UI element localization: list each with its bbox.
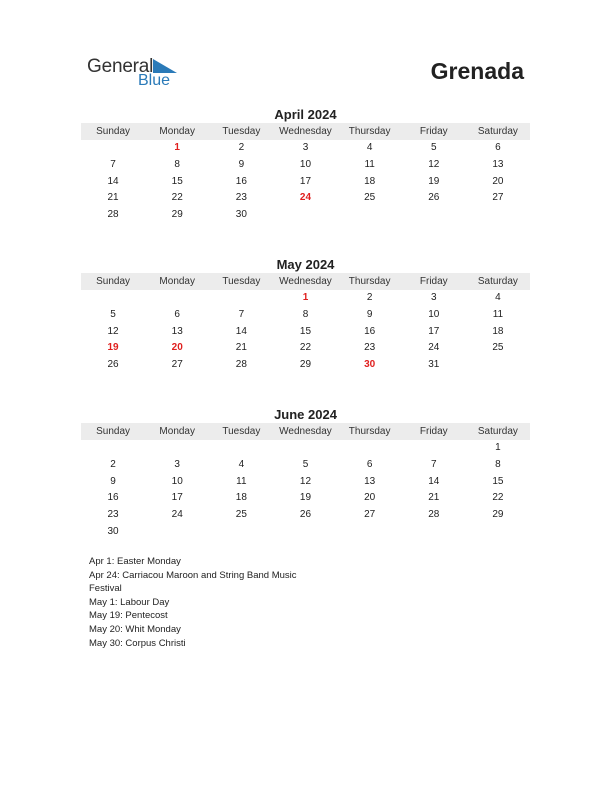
day-cell: 18 xyxy=(492,325,504,337)
weekday-label: Tuesday xyxy=(222,126,261,137)
holiday-day-cell: 1 xyxy=(174,142,180,153)
week-row xyxy=(81,307,530,324)
weekday-label: Friday xyxy=(419,426,448,437)
day-cell: 10 xyxy=(428,308,440,320)
day-cell: 11 xyxy=(492,308,504,320)
week-row xyxy=(81,507,530,524)
day-cell: 6 xyxy=(366,458,373,470)
day-cell: 17 xyxy=(299,175,312,187)
holiday-day-cell: 24 xyxy=(299,192,312,204)
day-cell xyxy=(402,524,466,541)
weekday-label: Thursday xyxy=(348,126,391,137)
holiday-item: May 30: Corpus Christi xyxy=(89,637,186,649)
month-april xyxy=(81,106,530,224)
week-row xyxy=(81,207,530,224)
day-cell: 23 xyxy=(235,192,247,204)
country-title: Grenada xyxy=(430,58,524,84)
holiday-item: May 19: Pentecost xyxy=(89,610,168,622)
month-title: May 2024 xyxy=(276,257,335,272)
day-cell: 17 xyxy=(171,492,183,504)
day-cell: 13 xyxy=(171,325,183,337)
weekday-label: Thursday xyxy=(348,426,391,437)
day-cell: 5 xyxy=(430,142,437,153)
day-cell: 21 xyxy=(235,342,247,354)
day-cell xyxy=(209,290,273,307)
weekday-label: Saturday xyxy=(477,126,518,137)
day-cell: 25 xyxy=(235,509,247,521)
day-cell: 28 xyxy=(235,359,247,371)
day-cell xyxy=(273,524,337,541)
weekday-label: Tuesday xyxy=(222,426,261,437)
day-cell: 7 xyxy=(110,158,116,170)
day-cell xyxy=(466,207,530,224)
holiday-day-cell: 19 xyxy=(107,342,119,354)
month-may xyxy=(81,256,530,374)
day-cell: 7 xyxy=(238,308,245,320)
day-cell: 6 xyxy=(495,142,501,153)
day-cell: 14 xyxy=(428,475,440,487)
weekday-label: Sunday xyxy=(96,426,131,437)
weekday-label: Sunday xyxy=(96,126,131,137)
day-cell: 29 xyxy=(492,509,504,521)
day-cell: 17 xyxy=(428,325,440,337)
week-row xyxy=(81,457,530,474)
day-cell: 21 xyxy=(107,192,119,204)
day-cell: 9 xyxy=(366,308,373,320)
day-cell: 22 xyxy=(299,342,312,354)
day-cell: 8 xyxy=(495,458,501,470)
day-cell: 15 xyxy=(171,175,183,187)
day-cell: 23 xyxy=(107,509,119,521)
day-cell: 25 xyxy=(492,342,504,354)
day-cell: 10 xyxy=(299,158,312,170)
day-cell: 9 xyxy=(238,158,245,170)
day-cell: 10 xyxy=(171,475,183,487)
day-cell: 8 xyxy=(174,158,180,170)
day-cell: 4 xyxy=(366,142,373,153)
weekday-label: Saturday xyxy=(477,276,518,287)
day-cell: 19 xyxy=(428,175,440,187)
holiday-item: May 20: Whit Monday xyxy=(89,623,181,635)
holiday-item: May 1: Labour Day xyxy=(89,596,170,608)
day-cell: 7 xyxy=(430,458,437,470)
day-cell xyxy=(338,440,402,457)
week-row xyxy=(81,440,530,457)
weekday-header xyxy=(81,423,530,440)
day-cell: 13 xyxy=(492,158,504,170)
day-cell: 11 xyxy=(236,475,247,487)
day-cell: 5 xyxy=(110,308,116,320)
weekday-header xyxy=(81,123,530,140)
day-cell: 18 xyxy=(364,175,376,187)
day-cell xyxy=(145,524,209,541)
generalblue-logo xyxy=(87,56,187,92)
day-cell: 28 xyxy=(107,209,119,221)
day-cell: 14 xyxy=(235,325,247,337)
logo-triangle-icon xyxy=(153,59,177,73)
day-cell: 31 xyxy=(428,359,440,371)
logo-blue-text: Blue xyxy=(138,72,171,89)
day-cell: 20 xyxy=(364,492,376,504)
holiday-day-cell: 30 xyxy=(364,359,376,371)
weekday-label: Wednesday xyxy=(279,426,332,437)
day-cell xyxy=(338,207,402,224)
day-cell xyxy=(145,440,209,457)
weekday-label: Monday xyxy=(159,126,195,137)
day-cell xyxy=(145,290,209,307)
day-cell: 11 xyxy=(364,158,375,170)
day-cell: 26 xyxy=(107,359,119,371)
week-row xyxy=(81,290,530,307)
day-cell: 16 xyxy=(107,492,119,504)
week-row xyxy=(81,157,530,174)
day-cell: 14 xyxy=(107,175,119,187)
day-cell: 12 xyxy=(107,325,119,337)
day-cell: 4 xyxy=(495,292,501,303)
week-row xyxy=(81,340,530,357)
weekday-label: Saturday xyxy=(477,426,518,437)
holiday-day-cell: 1 xyxy=(302,292,309,303)
week-row xyxy=(81,357,530,374)
holiday-item: Apr 1: Easter Monday xyxy=(89,556,181,567)
holiday-day-cell: 20 xyxy=(171,342,183,354)
day-cell: 3 xyxy=(302,142,309,153)
month-title: April 2024 xyxy=(274,107,337,122)
weekday-label: Friday xyxy=(419,276,448,287)
day-cell: 12 xyxy=(299,475,312,487)
week-row xyxy=(81,524,530,541)
day-cell: 5 xyxy=(302,458,309,470)
holiday-list xyxy=(89,555,329,650)
day-cell: 15 xyxy=(299,325,312,337)
day-cell xyxy=(81,290,145,307)
weekday-label: Thursday xyxy=(348,276,391,287)
day-cell xyxy=(466,357,530,374)
day-cell xyxy=(81,140,145,157)
day-cell xyxy=(273,440,337,457)
week-row xyxy=(81,490,530,507)
day-cell: 1 xyxy=(495,442,501,453)
day-cell: 30 xyxy=(235,209,247,221)
month-title: June 2024 xyxy=(274,407,337,422)
week-row xyxy=(81,190,530,207)
day-cell xyxy=(81,440,145,457)
day-cell: 4 xyxy=(238,458,245,470)
day-cell: 24 xyxy=(428,342,440,354)
day-cell: 2 xyxy=(238,142,245,153)
weekday-label: Wednesday xyxy=(279,126,332,137)
day-cell: 21 xyxy=(428,492,440,504)
weekday-label: Wednesday xyxy=(279,276,332,287)
week-row xyxy=(81,140,530,157)
day-cell xyxy=(402,440,466,457)
day-cell: 25 xyxy=(364,192,376,204)
day-cell xyxy=(402,207,466,224)
holiday-item: Apr 24: Carriacou Maroon and String Band Music xyxy=(89,569,297,581)
day-cell: 26 xyxy=(299,509,312,521)
weekday-label: Friday xyxy=(419,126,448,137)
day-cell xyxy=(338,524,402,541)
holiday-item: Festival xyxy=(89,583,122,595)
weekday-label: Monday xyxy=(159,426,195,437)
day-cell: 18 xyxy=(235,492,247,504)
day-cell: 13 xyxy=(364,475,376,487)
day-cell: 3 xyxy=(174,458,180,470)
day-cell: 15 xyxy=(492,475,504,487)
day-cell xyxy=(209,524,273,541)
day-cell: 2 xyxy=(366,292,373,303)
weekday-header xyxy=(81,273,530,290)
day-cell: 27 xyxy=(492,192,504,204)
weekday-label: Tuesday xyxy=(222,276,261,287)
day-cell xyxy=(209,440,273,457)
day-cell: 27 xyxy=(364,509,376,521)
day-cell: 20 xyxy=(492,175,504,187)
day-cell: 3 xyxy=(430,292,437,303)
day-cell: 23 xyxy=(364,342,376,354)
weekday-label: Sunday xyxy=(96,276,131,287)
weekday-label: Monday xyxy=(159,276,195,287)
day-cell: 19 xyxy=(299,492,312,504)
week-row xyxy=(81,474,530,491)
day-cell: 27 xyxy=(171,359,183,371)
day-cell xyxy=(273,207,337,224)
logo-general-text: General xyxy=(87,56,154,77)
day-cell: 24 xyxy=(171,509,183,521)
week-row xyxy=(81,324,530,341)
day-cell: 29 xyxy=(299,359,312,371)
day-cell: 2 xyxy=(110,458,116,470)
day-cell: 16 xyxy=(235,175,247,187)
day-cell: 16 xyxy=(364,325,376,337)
day-cell: 22 xyxy=(171,192,183,204)
day-cell: 12 xyxy=(428,158,440,170)
month-june xyxy=(81,406,530,541)
day-cell: 30 xyxy=(107,525,119,537)
day-cell: 9 xyxy=(110,475,116,487)
day-cell: 22 xyxy=(492,492,504,504)
week-row xyxy=(81,174,530,191)
day-cell: 28 xyxy=(428,509,440,521)
day-cell: 26 xyxy=(428,192,440,204)
day-cell xyxy=(466,524,530,541)
day-cell: 6 xyxy=(174,308,180,320)
day-cell: 8 xyxy=(302,308,309,320)
day-cell: 29 xyxy=(171,209,183,221)
